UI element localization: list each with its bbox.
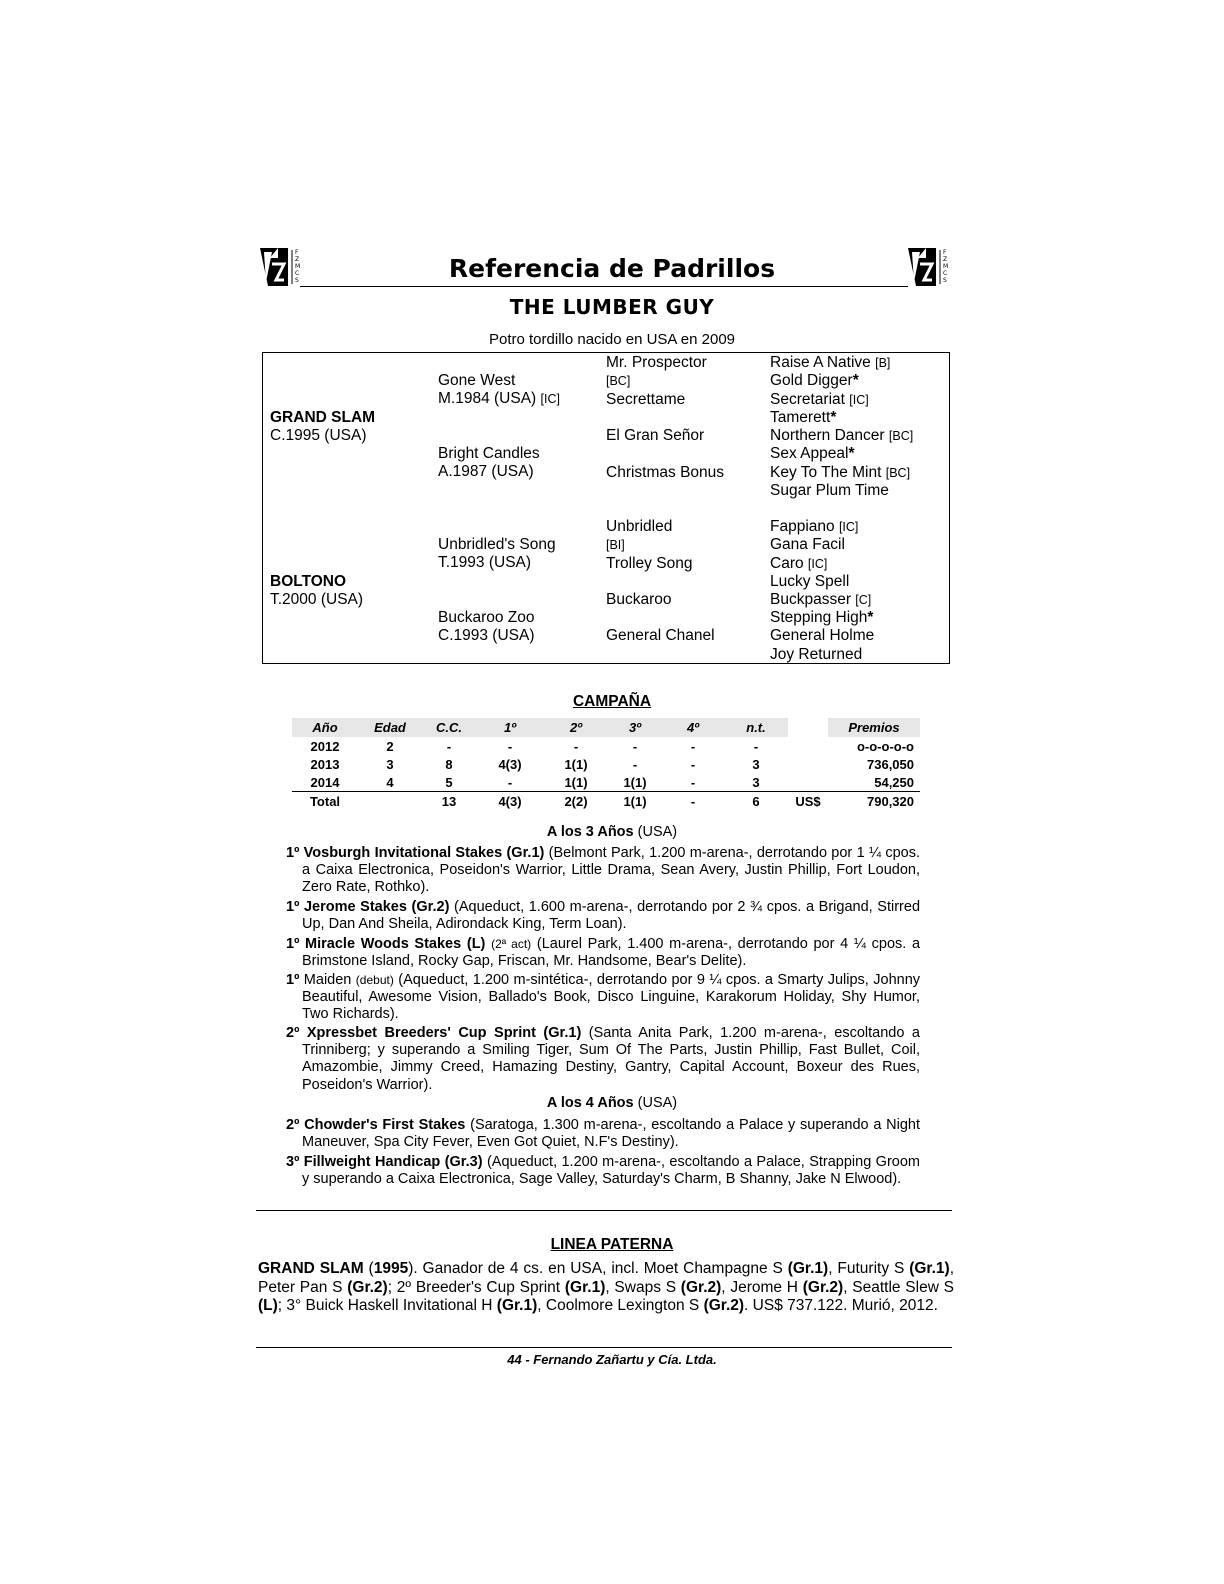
col-header: Premios (828, 718, 920, 737)
campaign-cell: - (690, 756, 696, 772)
campaign-cell: - (632, 738, 638, 754)
campaign-cell: 6 (724, 792, 788, 811)
col-header: 3º (608, 718, 662, 737)
campaign-cell: 1(1) (564, 756, 588, 772)
linea-text-part: ( (363, 1260, 374, 1277)
campaign-cell: 1(1) (623, 774, 647, 790)
g4-ancestor: General Holme (770, 627, 875, 644)
g4-ancestor: Joy Returned (770, 646, 863, 663)
g4-ancestor: Stepping High* (770, 609, 874, 626)
linea-text-part: (Gr.1) (564, 1278, 606, 1296)
race-name: Maiden (303, 972, 352, 988)
footer-divider (256, 1347, 952, 1348)
race-entry (286, 845, 920, 897)
g3-ancestor: General Chanel (606, 627, 715, 644)
campaign-cell: - (690, 774, 696, 790)
g4-ancestor: Sex Appeal* (770, 445, 855, 462)
campaign-cell: US$ (788, 792, 828, 811)
race-entry (286, 899, 920, 933)
race-position: 2º (286, 1025, 307, 1041)
race-note: (debut) (355, 973, 394, 987)
race-position: 2º (286, 1117, 305, 1133)
g4-ancestor: Raise A Native [B] (770, 354, 891, 371)
g3-ancestor: Trolley Song (606, 555, 693, 572)
campaign-total-row (292, 792, 920, 811)
race-name: Vosburgh Invitational Stakes (Gr.1) (303, 845, 545, 861)
logo-letter: M (295, 263, 301, 270)
linea-text-part: ). Ganador de 4 cs. en USA, incl. Moet Champagne S (408, 1260, 788, 1277)
race-name: Jerome Stakes (Gr.2) (303, 899, 450, 915)
sire: GRAND SLAM C.1995 (USA) (270, 409, 376, 444)
g3-ancestor: Mr. Prospector [BC] (606, 354, 707, 388)
logo-letter: C (295, 270, 300, 277)
linea-paterna-title: LINEA PATERNA (550, 1236, 674, 1253)
linea-text-part: (Gr.2) (802, 1278, 844, 1296)
campaign-cell: 2013 (310, 756, 340, 772)
race-name: Xpressbet Breeders' Cup Sprint (Gr.1) (306, 1025, 582, 1041)
campaign-cell (788, 773, 828, 792)
campaign-cell: 2(2) (544, 792, 608, 811)
campaign-cell: 3 (752, 756, 760, 772)
linea-text-part: , Swaps S (605, 1278, 681, 1296)
logo-letter: Z (943, 256, 948, 263)
linea-text-part: (Gr.2) (680, 1278, 722, 1296)
dam: BOLTONO T.2000 (USA) (270, 573, 364, 608)
race-position: 1º (286, 845, 304, 861)
race-details: (Aqueduct, 1.200 m-sintética-, derrotando por 9 ¼ cpos. a Smarty Julips, Johnny Beautiful, Awesome Vision, Ballado's Book, Disco Linguine, Karakorum Holiday, Shy Humor, Two Richards). (302, 972, 921, 1023)
campaign-cell: 13 (422, 792, 476, 811)
campaign-cell (788, 737, 828, 755)
race-name: Fillweight Handicap (Gr.3) (303, 1154, 483, 1170)
linea-text-part: GRAND SLAM (258, 1260, 364, 1277)
linea-text-part: ; 2º Breeder's Cup Sprint (387, 1278, 565, 1296)
campaign-cell: 54,250 (874, 774, 914, 790)
grandsire-maternal: Unbridled's Song T.1993 (USA) (438, 536, 556, 571)
horse-description: Potro tordillo nacido en USA en 2009 (489, 331, 735, 348)
linea-text-part: 1995 (373, 1260, 409, 1277)
col-header: Edad (358, 718, 422, 737)
grandsire-paternal: Gone West M.1984 (USA) [IC] (438, 372, 560, 407)
race-details: (Aqueduct, 1.200 m-arena-, escoltando a Palace, Strapping Groom y superando a Caixa Electronica, Sage Valley, Saturday's Charm, B Shanny, Jake N Elwood). (302, 1154, 920, 1188)
campaign-row (292, 755, 920, 773)
logo-letter: C (943, 270, 948, 277)
campaign-cell: 790,320 (828, 792, 920, 811)
race-details: (Belmont Park, 1.200 m-arena-, derrotando por 1 ¼ cpos. a Caixa Electronica, Poseidon's Warrior, Little Drama, Sean Avery, Justin Phillip, Fort Loudon, Zero Rate, Rothko). (302, 845, 920, 896)
race-entry (286, 936, 920, 970)
campaign-cell: o-o-o-o-o (856, 738, 914, 754)
g4-ancestor: Tamerett* (770, 409, 837, 426)
campaign-cell: 4(3) (476, 792, 544, 811)
g4-ancestor: Lucky Spell (770, 573, 850, 590)
linea-text-part: , Coolmore Lexington S (537, 1297, 704, 1314)
campaign-cell: - (507, 738, 513, 754)
g4-ancestor: Key To The Mint [BC] (770, 464, 911, 481)
race-position: 1º (286, 936, 306, 952)
col-header: 4º (662, 718, 724, 737)
g4-ancestor: Gold Digger* (770, 372, 859, 389)
campaign-cell: 1(1) (564, 774, 588, 790)
col-header: C.C. (422, 718, 476, 737)
linea-text-part: , Futurity S (828, 1260, 910, 1277)
race-name: Chowder's First Stakes (304, 1117, 466, 1133)
linea-text-part: (Gr.1) (496, 1297, 538, 1314)
g4-ancestor: Northern Dancer [BC] (770, 427, 914, 444)
logo-letter: F (943, 249, 947, 256)
col-header: n.t. (724, 718, 788, 737)
campaign-cell: 5 (445, 774, 453, 790)
campaign-cell: - (507, 774, 513, 790)
col-header-gap (788, 718, 828, 737)
logo-letter: M (943, 263, 949, 270)
col-header: Año (292, 718, 358, 737)
race-entry (286, 972, 920, 1024)
granddam-maternal: Buckaroo Zoo C.1993 (USA) (438, 609, 535, 644)
col-header: 1º (476, 718, 544, 737)
race-position: 1º (286, 972, 304, 988)
race-details: (Santa Anita Park, 1.200 m-arena-, escoltando a Trinniberg; y superando a Smiling Tiger, Sum Of The Parts, Justin Phillip, Fast Bullet, Coil, Amazombie, Jimmy Creed, Hamazing Destiny, Gantry, Capital Account, Boxeur des Rues, Poseidon's Warrior). (302, 1025, 920, 1093)
race-entry (286, 1154, 920, 1188)
linea-text-part: , Jerome H (721, 1278, 803, 1296)
linea-text-part: (Gr.2) (703, 1297, 745, 1314)
linea-text-part: (Gr.1) (909, 1260, 950, 1277)
campaign-cell: Total (292, 792, 358, 811)
linea-text-part: (Gr.2) (347, 1278, 388, 1296)
race-details: (Aqueduct, 1.600 m-arena-, derrotando por 2 ¾ cpos. a Brigand, Stirred Up, Dan And Sheila, Adirondack King, Term Loan). (302, 899, 921, 933)
campaign-cell: 2012 (310, 738, 340, 754)
horse-name: THE LUMBER GUY (509, 295, 715, 319)
logo-letter: S (943, 277, 947, 284)
pedigree-table (262, 352, 950, 664)
race-position: 1º (286, 899, 304, 915)
campaign-cell: 2014 (310, 774, 340, 790)
logo-letter: F (295, 249, 299, 256)
linea-text-part: , Peter Pan S (258, 1260, 954, 1296)
campaign-header-row (292, 718, 920, 737)
g4-ancestor: Sugar Plum Time (770, 482, 889, 499)
campaign-title: CAMPAÑA (572, 693, 652, 710)
race-name: Miracle Woods Stakes (L) (305, 936, 486, 952)
campaign-cell: 2 (386, 738, 394, 754)
age4-heading: A los 4 Años (USA) (546, 1095, 678, 1111)
race-position: 3º (286, 1154, 304, 1170)
campaign-cell: - (662, 792, 724, 811)
campaign-cell: 1(1) (608, 792, 662, 811)
race-entry (286, 1117, 920, 1151)
campaign-cell: 4(3) (498, 756, 522, 772)
g3-ancestor: Buckaroo (606, 591, 672, 608)
campaign-row (292, 773, 920, 792)
linea-paterna-text (258, 1260, 954, 1316)
g3-ancestor: El Gran Señor (606, 427, 705, 444)
page-footer: 44 - Fernando Zañartu y Cía. Ltda. (507, 1352, 717, 1367)
section-divider (256, 1210, 952, 1211)
campaign-row (292, 737, 920, 755)
campaign-cell (358, 792, 422, 811)
race-details: (Laurel Park, 1.400 m-arena-, derrotando por 4 ¼ cpos. a Brimstone Island, Rocky Gap, Friscan, Mr. Handsome, Bear's Delite). (302, 936, 921, 970)
logo-letter: Z (295, 256, 300, 263)
g4-ancestor: Gana Facil (770, 536, 845, 553)
campaign-cell: - (690, 738, 696, 754)
race-entry (286, 1025, 920, 1094)
campaign-cell (788, 755, 828, 773)
race-details: (Saratoga, 1.300 m-arena-, escoltando a Palace y superando a Night Maneuver, Spa City Fever, Even Got Quiet, N.F's Destiny). (302, 1117, 920, 1151)
campaign-cell: - (753, 738, 759, 754)
header-rule (300, 286, 908, 287)
campaign-cell: 8 (445, 756, 453, 772)
g3-ancestor: Secrettame (606, 391, 686, 408)
g4-ancestor: Secretariat [IC] (770, 391, 869, 408)
campaign-table (292, 718, 920, 810)
age3-heading: A los 3 Años (USA) (546, 824, 678, 840)
g4-ancestor: Caro [IC] (770, 555, 828, 572)
linea-text-part: (Gr.1) (787, 1260, 829, 1277)
g3-ancestor: Christmas Bonus (606, 464, 725, 481)
linea-text-part: ; 3° Buick Haskell Invitational H (277, 1297, 497, 1314)
page-title: Referencia de Padrillos (448, 254, 776, 283)
campaign-cell: 3 (386, 756, 394, 772)
linea-text-part: , Seattle Slew S (843, 1278, 954, 1296)
g3-ancestor: Unbridled [BI] (606, 518, 673, 552)
race-note: (2ª act) (491, 937, 532, 951)
campaign-cell: - (573, 738, 579, 754)
g4-ancestor: Fappiano [IC] (770, 518, 859, 535)
linea-text-part: . US$ 737.122. Murió, 2012. (744, 1297, 938, 1314)
g4-ancestor: Buckpasser [C] (770, 591, 872, 608)
campaign-cell: 3 (752, 774, 760, 790)
campaign-cell: - (632, 756, 638, 772)
linea-text-part: (L) (258, 1297, 278, 1314)
campaign-cell: 4 (386, 774, 394, 790)
granddam-paternal: Bright Candles A.1987 (USA) (438, 445, 540, 480)
col-header: 2º (544, 718, 608, 737)
logo-letter: S (295, 277, 299, 284)
campaign-cell: - (446, 738, 452, 754)
campaign-cell: 736,050 (867, 756, 914, 772)
